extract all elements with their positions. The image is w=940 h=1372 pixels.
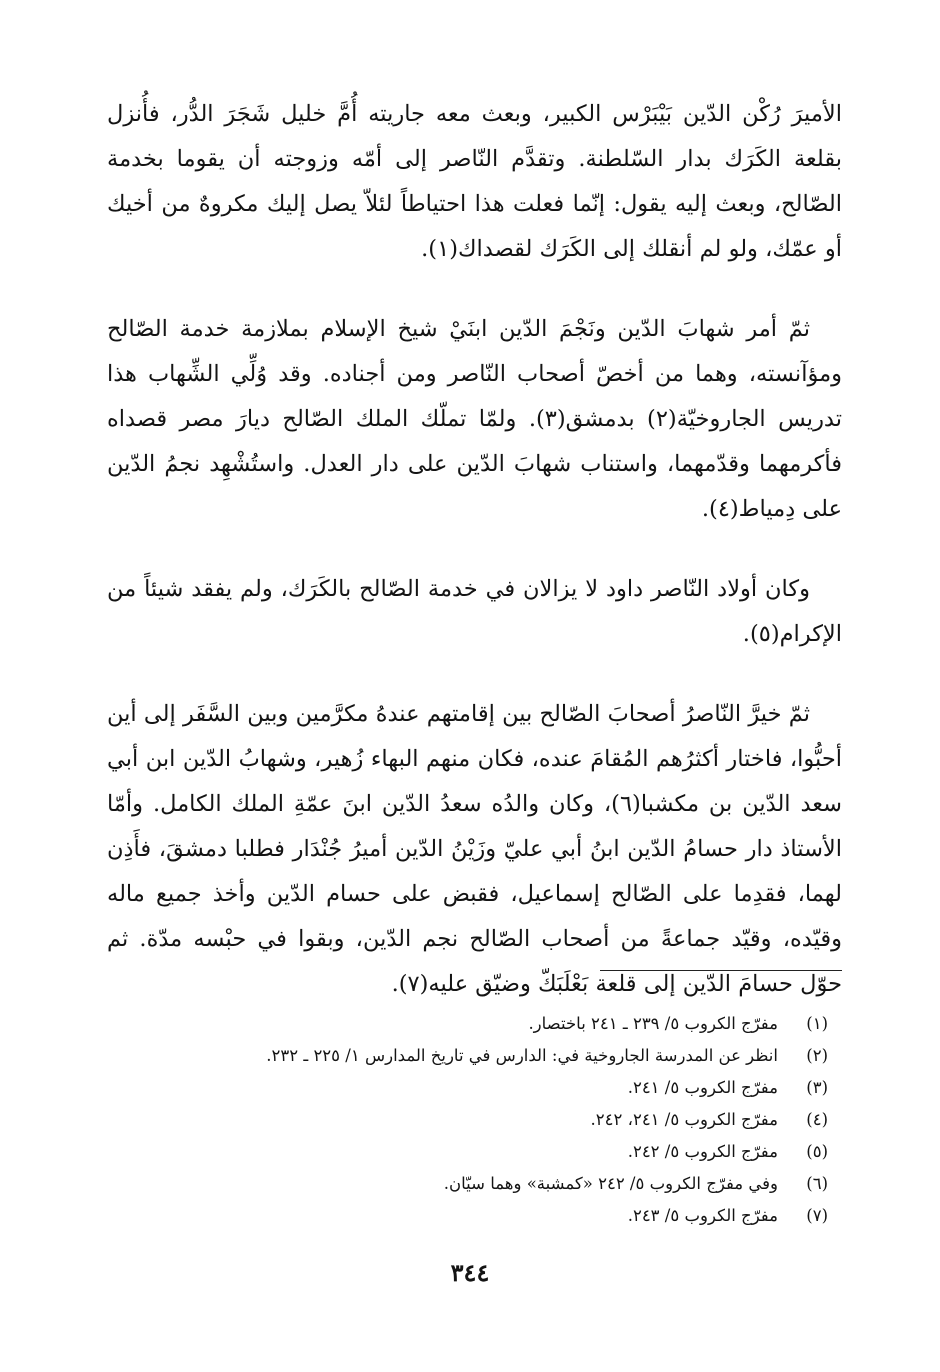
footnote-number: (٦) (806, 1174, 828, 1193)
footnote-number: (٣) (806, 1078, 828, 1097)
footnote-text: مفرّج الكروب ٥/ ٢٤٢. (627, 1142, 778, 1161)
footnote-number: (٧) (806, 1206, 828, 1225)
paragraph-2: ثمّ أمر شهابَ الدّين ونَجْمَ الدّين ابنَيْ شيخ الإسلام بملازمة خدمة الصّالح ومؤآنسته، وهما من أخصّ أصحاب النّاصر ومن أجناده. وقد وُلِّي الشِّهاب هذا تدريس الجاروخيّة(٢) بدمشق(٣). ولمّا تملّك الملك الصّالح ديارَ مصر قصداه فأكرمهما وقدّمهما، واستناب شهابَ الدّين على دار العدل. واستُشْهِد نجمُ الدّين على دِمياط(٤). (107, 316, 843, 522)
footnote-text: انظر عن المدرسة الجاروخية في: الدارس في تاريخ المدارس ١/ ٢٢٥ ـ ٢٣٢. (266, 1046, 778, 1065)
footnote-number: (٢) (806, 1046, 828, 1065)
footnote-1 (128, 1008, 828, 1040)
paragraph-4: ثمّ خيرَّ النّاصرُ أصحابَ الصّالح بين إقامتهم عندهُ مكرَّمين وبين السَّفَر إلى أين أحبُّوا، فاختار أكثرُهم المُقامَ عنده، فكان منهم البهاء زُهير، وشهابُ الدّين ابن أبي سعد الدّين بن مكشبا(٦)، وكان والدُه سعدُ الدّين ابنَ عمّةِ الملك الكامل. وأمّا الأستاذ دار حسامُ الدّين ابنُ أبي عليّ وزَيْنُ الدّين أميرُ جُنْدَار فطلبا دمشقَ، فأَذِن لهما، فقدِما على الصّالح إسماعيل، فقبض على حسام الدّين وأخذ جميع ماله وقيّده، وقيّد جماعةً من أصحاب الصّالح نجم الدّين، وبقوا في حبْسه مدّة. ثم حوّل حسامَ الدّين إلى قلعة بَعْلَبَكّ وضيّق عليه(٧). (107, 701, 842, 997)
footnote-4 (128, 1104, 828, 1136)
footnote-7 (128, 1200, 828, 1232)
footnote-text: مفرّج الكروب ٥/ ٢٣٩ ـ ٢٤١ باختصار. (528, 1014, 778, 1033)
footnote-number: (٤) (806, 1110, 828, 1129)
footnote-number: (١) (806, 1014, 828, 1033)
footnote-3 (128, 1072, 828, 1104)
footnote-text: مفرّج الكروب ٥/ ٢٤١. (627, 1078, 778, 1097)
footnotes (128, 1008, 828, 1232)
footnote-6 (128, 1168, 828, 1200)
paragraph-3: وكان أولاد النّاصر داود لا يزالان في خدمة الصّالح بالكَرَك، ولم يفقد شيئاً من الإكرام(٥). (107, 576, 842, 647)
main-text (107, 92, 842, 1007)
paragraph-1: الأميرَ رُكْن الدّين بَيْبَرْس الكبير، وبعث معه جاريته أُمَّ خليل شَجَرَ الدُّر، فأُنزل بقلعة الكَرَك بدار السّلطنة. وتقدَّم النّاصر إلى أمّه وزوجته أن يقوما بخدمة الصّالح، وبعث إليه يقول: إنّما فعلت هذا احتياطاً لئلاّ يصل إليك مكروهٌ من أخيك أو عمّك، ولو لم أنقلك إلى الكَرَك لقصداك(١). (107, 101, 842, 262)
footnote-text: مفرّج الكروب ٥/ ٢٤١، ٢٤٢. (590, 1110, 778, 1129)
footnote-separator (600, 970, 842, 971)
footnote-number: (٥) (806, 1142, 828, 1161)
footnote-2 (128, 1040, 828, 1072)
page-number: ٣٤٤ (450, 1258, 490, 1287)
footnote-text: مفرّج الكروب ٥/ ٢٤٣. (627, 1206, 778, 1225)
footnote-text: وفي مفرّج الكروب ٥/ ٢٤٢ «كمشبة» وهما سيّان. (443, 1174, 778, 1193)
footnote-5 (128, 1136, 828, 1168)
